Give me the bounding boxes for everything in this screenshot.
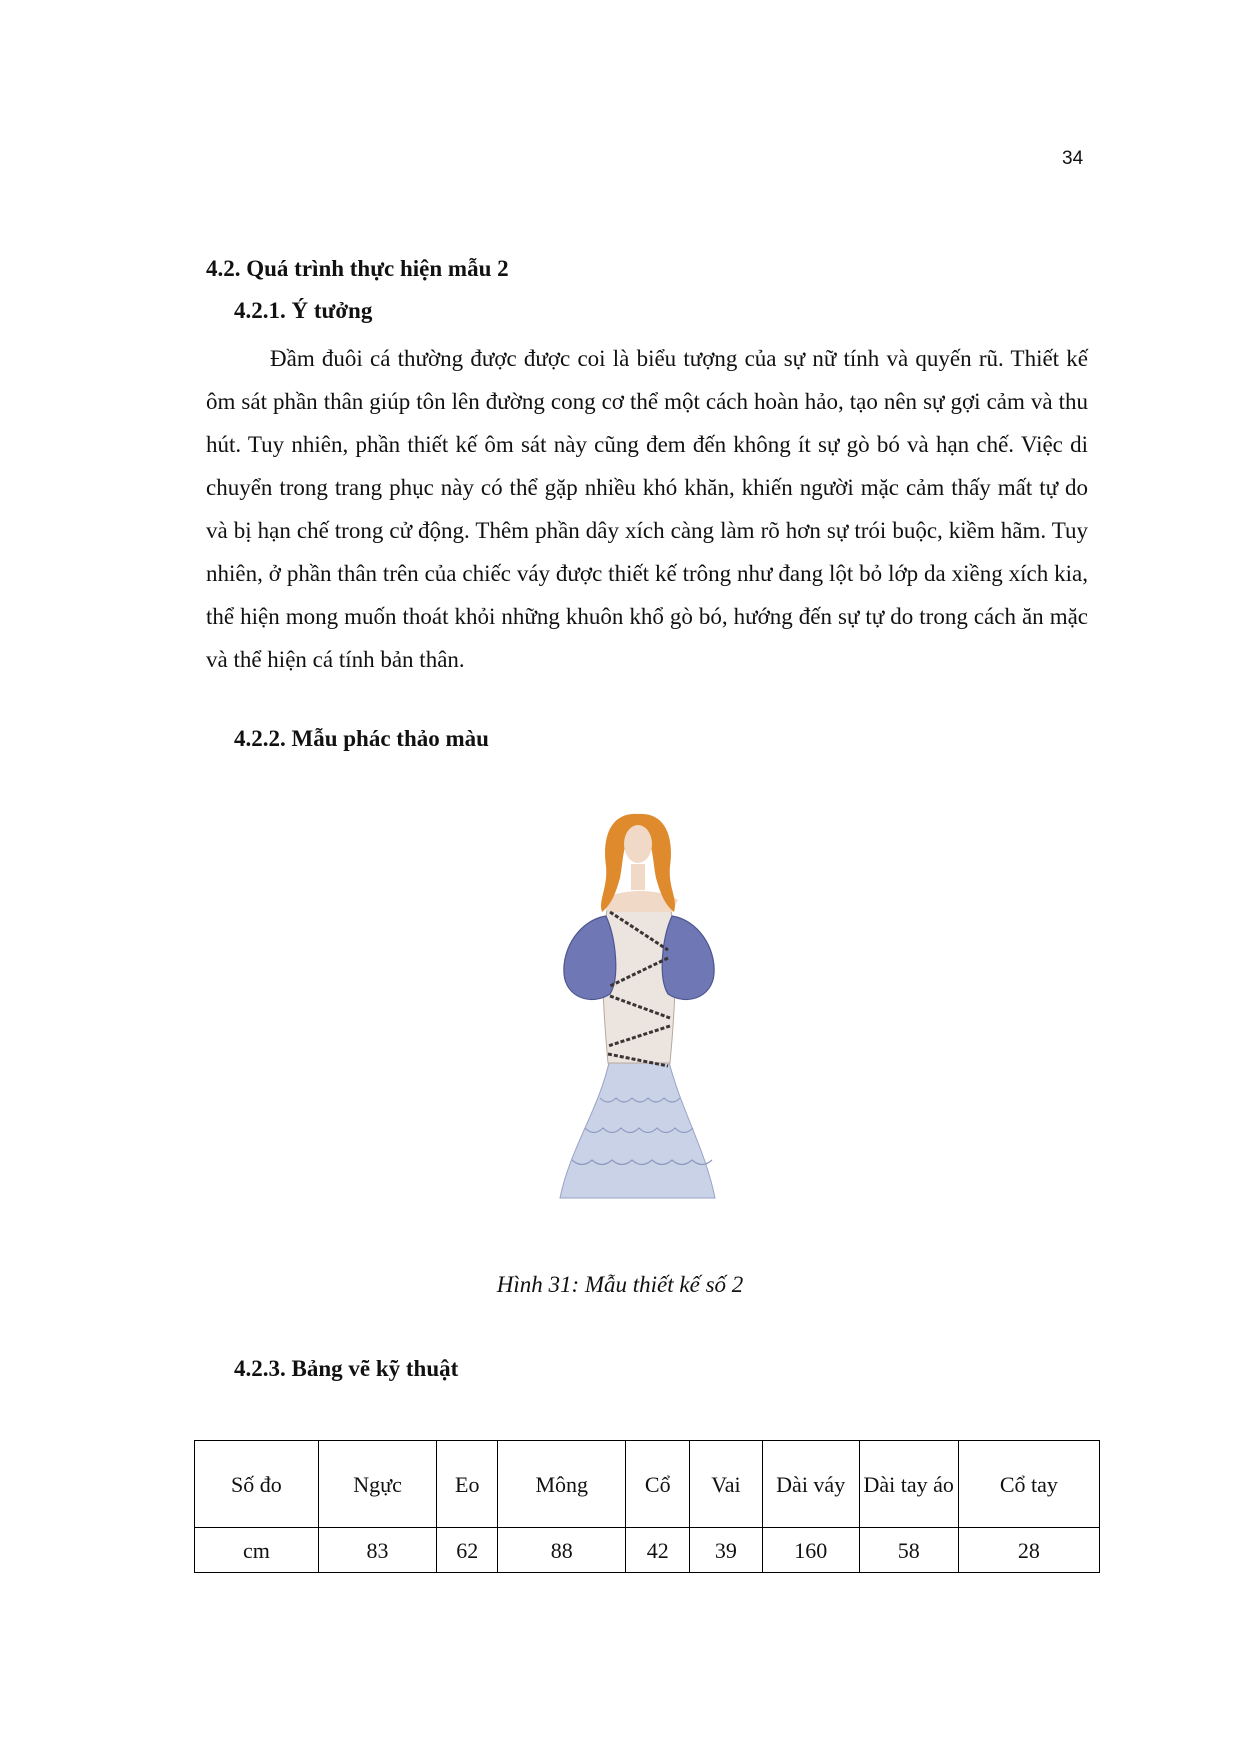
section-heading: 4.2. Quá trình thực hiện mẫu 2: [206, 256, 509, 281]
table-header-cell: Số đo: [195, 1441, 319, 1528]
measurement-table: [194, 1440, 1100, 1573]
subsection-heading-idea: 4.2.1. Ý tưởng: [234, 298, 373, 323]
table-header-cell: Vai: [690, 1441, 763, 1528]
neck: [631, 864, 645, 890]
table-cell: 62: [437, 1528, 498, 1573]
subsection-heading-technical: 4.2.3. Bảng vẽ kỹ thuật: [234, 1356, 459, 1381]
table-header-cell: Cổ tay: [958, 1441, 1099, 1528]
table-header-cell: Ngực: [318, 1441, 437, 1528]
table-cell: 88: [498, 1528, 626, 1573]
table-cell: 42: [626, 1528, 690, 1573]
table-header-cell: Dài tay áo: [859, 1441, 958, 1528]
table-cell: 28: [958, 1528, 1099, 1573]
figure-caption: Hình 31: Mẫu thiết kế số 2: [496, 1272, 744, 1297]
table-header-row: [195, 1441, 1100, 1528]
table-header-cell: Cổ: [626, 1441, 690, 1528]
table-row: [195, 1528, 1100, 1573]
table-header-cell: Mông: [498, 1441, 626, 1528]
table-cell: 39: [690, 1528, 763, 1573]
table-cell: cm: [195, 1528, 319, 1573]
fashion-sketch-illustration: [540, 808, 740, 1208]
skirt-ruffles: [560, 1058, 715, 1198]
page-number: 34: [1062, 148, 1084, 169]
idea-paragraph: Đầm đuôi cá thường được được coi là biểu tượng của sự nữ tính và quyến rũ. Thiết kế ôm sát phần thân giúp tôn lên đường cong cơ thể một cách hoàn hảo, tạo nên sự gợi cảm và thu hút. Tuy nhiên, phần thiết kế ôm sát này cũng đem đến không ít sự gò bó và hạn chế. Việc di chuyển trong trang phục này có thể gặp nhiều khó khăn, khiến người mặc cảm thấy mất tự do và bị hạn chế trong cử động. Thêm phần dây xích càng làm rõ hơn sự trói buộc, kiềm hãm. Tuy nhiên, ở phần thân trên của chiếc váy được thiết kế trông như đang lột bỏ lớp da xiềng xích kia, thể hiện mong muốn thoát khỏi những khuôn khổ gò bó, hướng đến sự tự do trong cách ăn mặc và thể hiện cá tính bản thân.: [206, 346, 1088, 672]
table-cell: 83: [318, 1528, 437, 1573]
sleeve-left: [564, 916, 616, 1000]
table-header-cell: Dài váy: [762, 1441, 859, 1528]
subsection-heading-sketch: 4.2.2. Mẫu phác thảo màu: [234, 726, 489, 751]
table-cell: 58: [859, 1528, 958, 1573]
table-cell: 160: [762, 1528, 859, 1573]
sleeve-right: [662, 916, 714, 1000]
face: [624, 825, 652, 863]
table-header-cell: Eo: [437, 1441, 498, 1528]
